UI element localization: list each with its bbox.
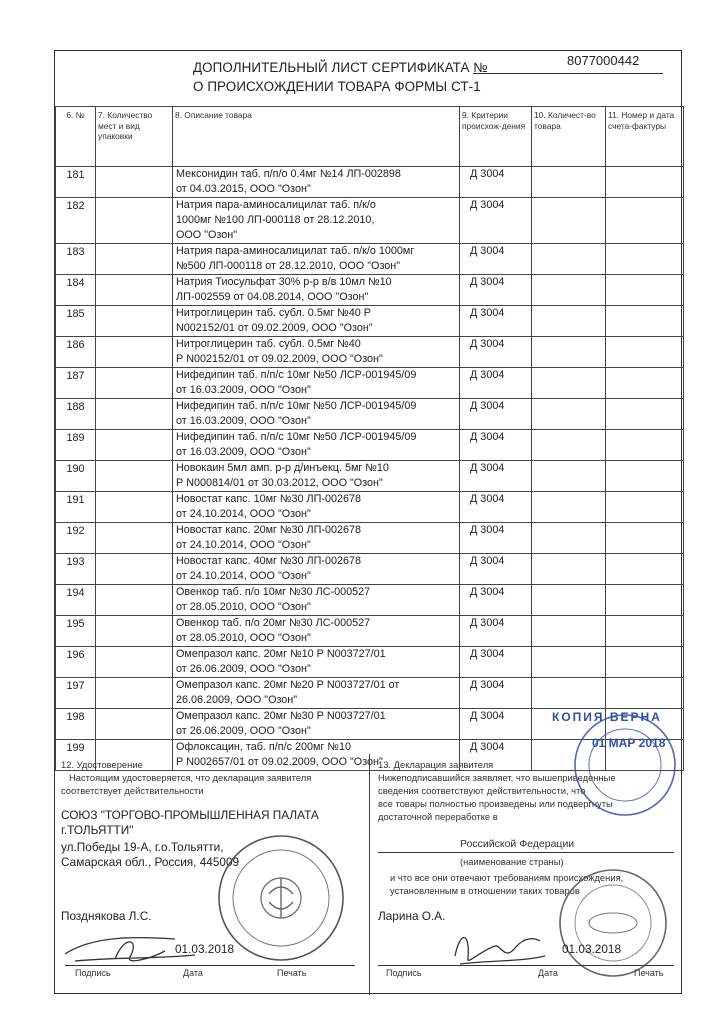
row-criteria-cell: [460, 430, 532, 461]
row-description-cell: [173, 554, 460, 585]
origin-criterion: Д 3004: [470, 586, 505, 598]
description-line-2: от 24.10.2014, ООО "Озон": [176, 570, 311, 582]
description-line-2: от 28.05.2010, ООО "Озон": [176, 601, 311, 613]
chamber-seal-stamp: [215, 832, 347, 964]
declaration-text-3: все товары полностью произведены или подвергнуты: [378, 798, 613, 809]
description-line-2: от 24.10.2014, ООО "Озон": [176, 508, 311, 520]
row-description-cell: [173, 306, 460, 337]
row-packages-cell: [96, 616, 173, 647]
table-row: [56, 523, 684, 554]
row-number-cell: [56, 461, 96, 492]
declaration-text-5: и что все они отвечают требованиям происхождения,: [390, 872, 624, 883]
row-quantity-cell: [532, 198, 606, 244]
row-invoice-cell: [606, 585, 684, 616]
description-line-2: от 16.03.2009, ООО "Озон": [176, 384, 311, 396]
row-invoice-cell: [606, 167, 684, 198]
table-row: [56, 492, 684, 523]
row-criteria-cell: [460, 461, 532, 492]
origin-criterion: Д 3004: [470, 679, 505, 691]
row-number: 184: [66, 277, 85, 289]
row-packages-cell: [96, 198, 173, 244]
row-number-cell: [56, 368, 96, 399]
title-line-1: ДОПОЛНИТЕЛЬНЫЙ ЛИСТ СЕРТИФИКАТА №: [193, 60, 488, 75]
row-criteria-cell: [460, 198, 532, 244]
row-description-cell: [173, 167, 460, 198]
table-row: [56, 198, 684, 244]
row-number-cell: [56, 678, 96, 709]
row-description-cell: [173, 368, 460, 399]
certification-date: 01.03.2018: [175, 942, 235, 956]
row-criteria-cell: [460, 585, 532, 616]
origin-criterion: Д 3004: [470, 199, 505, 211]
row-packages-cell: [96, 554, 173, 585]
origin-criterion: Д 3004: [470, 555, 505, 567]
origin-criterion: Д 3004: [470, 741, 505, 753]
row-number: 196: [66, 649, 85, 661]
row-invoice-cell: [606, 275, 684, 306]
description-line-1: Нитроглицерин таб. субл. 0.5мг №40: [176, 338, 361, 350]
description-line-2: Р N002657/01 от 09.02.2009, ООО "Озон": [176, 756, 383, 768]
row-number: 194: [66, 587, 85, 599]
row-quantity-cell: [532, 430, 606, 461]
row-number: 185: [66, 308, 85, 320]
row-number-cell: [56, 337, 96, 368]
row-packages-cell: [96, 244, 173, 275]
copy-stamp-date: 01 МАР 2018: [592, 736, 666, 750]
row-quantity-cell: [532, 647, 606, 678]
row-quantity-cell: [532, 461, 606, 492]
description-line-2: от 16.03.2009, ООО "Озон": [176, 415, 311, 427]
row-description-cell: [173, 337, 460, 368]
row-number-cell: [56, 167, 96, 198]
row-description-cell: [173, 430, 460, 461]
origin-criterion: Д 3004: [470, 369, 505, 381]
row-number-cell: [56, 616, 96, 647]
description-line-1: Натрия Тиосульфат 30% р-р в/в 10мл №10: [176, 276, 392, 288]
description-line-1: Новокаин 5мл амп. р-р д/инъекц. 5мг №10: [176, 462, 389, 474]
row-quantity-cell: [532, 275, 606, 306]
description-line-2: от 26.06.2009, ООО "Озон": [176, 663, 311, 675]
row-invoice-cell: [606, 492, 684, 523]
row-number-cell: [56, 709, 96, 740]
description-line-2: от 04.03.2015, ООО "Озон": [176, 183, 311, 195]
declaration-date: 01.03.2018: [562, 942, 622, 956]
declaration-text-2: сведения соответствуют действительности, что: [378, 785, 586, 796]
row-number: 198: [66, 711, 85, 723]
description-line-2: Р N000814/01 от 30.03.2012, ООО "Озон": [176, 477, 383, 489]
row-description-cell: [173, 461, 460, 492]
chamber-address-2: Самарская обл., Россия, 445009: [61, 855, 240, 869]
description-line-1: Нифедипин таб. п/п/с 10мг №50 ЛСР-001945/09: [176, 400, 417, 412]
row-quantity-cell: [532, 678, 606, 709]
certification-seal-label: Печать: [277, 968, 307, 978]
row-invoice-cell: [606, 430, 684, 461]
row-number-cell: [56, 306, 96, 337]
row-number: 187: [66, 370, 85, 382]
col-quantity-header: 10. Количест-во товара: [532, 107, 606, 167]
description-line-2: от 16.03.2009, ООО "Озон": [176, 446, 311, 458]
row-packages-cell: [96, 461, 173, 492]
description-line-1: Омепразол капс. 20мг №30 Р N003727/01: [176, 710, 386, 722]
origin-criterion: Д 3004: [470, 462, 505, 474]
table-header-row: [56, 107, 684, 167]
certification-heading: 12. Удостоверение: [61, 759, 143, 770]
declaration-sign-label: Подпись: [386, 968, 422, 978]
row-number: 181: [66, 169, 85, 181]
row-description-cell: [173, 678, 460, 709]
table-row: [56, 337, 684, 368]
declaration-text-1: Нижеподписавшийся заявляет, что вышеприведенные: [378, 772, 616, 783]
origin-criterion: Д 3004: [470, 710, 505, 722]
row-criteria-cell: [460, 275, 532, 306]
row-description-cell: [173, 585, 460, 616]
row-description-cell: [173, 647, 460, 678]
row-number-cell: [56, 647, 96, 678]
row-description-cell: [173, 244, 460, 275]
description-line-1: Нифедипин таб. п/п/с 10мг №50 ЛСР-001945/09: [176, 369, 417, 381]
description-line-1: Новостат капс. 40мг №30 ЛП-002678: [176, 555, 361, 567]
row-invoice-cell: [606, 647, 684, 678]
row-number-cell: [56, 399, 96, 430]
origin-criterion: Д 3004: [470, 338, 505, 350]
table-row: [56, 616, 684, 647]
col-number-header: 6. №: [56, 107, 96, 167]
row-number: 192: [66, 525, 85, 537]
row-quantity-cell: [532, 337, 606, 368]
description-line-1: Нифедипин таб. п/п/с 10мг №50 ЛСР-001945/09: [176, 431, 417, 443]
row-criteria-cell: [460, 647, 532, 678]
description-line-2: от 26.06.2009, ООО "Озон": [176, 725, 311, 737]
row-criteria-cell: [460, 523, 532, 554]
row-invoice-cell: [606, 244, 684, 275]
description-line-2: 1000мг №100 ЛП-000118 от 28.12.2010,: [176, 214, 375, 226]
row-criteria-cell: [460, 337, 532, 368]
row-number-cell: [56, 554, 96, 585]
row-criteria-cell: [460, 399, 532, 430]
row-quantity-cell: [532, 585, 606, 616]
origin-criterion: Д 3004: [470, 648, 505, 660]
description-line-2: №500 ЛП-000118 от 28.12.2010, ООО "Озон": [176, 260, 401, 272]
row-number-cell: [56, 430, 96, 461]
table-row: [56, 167, 684, 198]
row-invoice-cell: [606, 616, 684, 647]
origin-criterion: Д 3004: [470, 431, 505, 443]
row-number-cell: [56, 198, 96, 244]
description-line-3: ООО "Озон": [176, 229, 238, 241]
description-line-1: Омепразол капс. 20мг №20 Р N003727/01 от: [176, 679, 400, 691]
row-criteria-cell: [460, 554, 532, 585]
row-number: 186: [66, 339, 85, 351]
row-description-cell: [173, 198, 460, 244]
declaration-heading: 13. Декларация заявителя: [378, 759, 494, 770]
row-description-cell: [173, 709, 460, 740]
table-row: [56, 306, 684, 337]
description-line-2: ЛП-002559 от 04.08.2014, ООО "Озон": [176, 291, 369, 303]
row-description-cell: [173, 523, 460, 554]
row-packages-cell: [96, 678, 173, 709]
row-criteria-cell: [460, 678, 532, 709]
row-quantity-cell: [532, 167, 606, 198]
origin-criterion: Д 3004: [470, 493, 505, 505]
row-number: 197: [66, 680, 85, 692]
declaration-text-6: установленным в отношении таких товаров: [390, 885, 580, 896]
row-number: 183: [66, 246, 85, 258]
col-description-header: 8. Описание товара: [173, 107, 460, 167]
certificate-number: 8077000442: [567, 53, 640, 68]
row-number-cell: [56, 244, 96, 275]
row-invoice-cell: [606, 368, 684, 399]
origin-criterion: Д 3004: [470, 524, 505, 536]
row-number: 191: [66, 494, 85, 506]
goods-table: [55, 106, 684, 771]
row-number: 189: [66, 432, 85, 444]
sheet-header: [55, 51, 681, 107]
description-line-2: от 28.05.2010, ООО "Озон": [176, 632, 311, 644]
chamber-name-2: г.ТОЛЬЯТТИ": [61, 823, 134, 837]
row-packages-cell: [96, 337, 173, 368]
table-row: [56, 244, 684, 275]
certificate-sheet: [54, 50, 682, 994]
row-packages-cell: [96, 399, 173, 430]
certifier-name: Позднякова Л.С.: [61, 909, 152, 923]
row-criteria-cell: [460, 709, 532, 740]
row-number-cell: [56, 523, 96, 554]
row-invoice-cell: [606, 306, 684, 337]
table-row: [56, 461, 684, 492]
declaration-text-4: достаточной переработке в: [378, 811, 498, 822]
declarant-name: Ларина О.А.: [378, 909, 446, 923]
row-number-cell: [56, 275, 96, 306]
row-description-cell: [173, 492, 460, 523]
row-invoice-cell: [606, 337, 684, 368]
row-criteria-cell: [460, 244, 532, 275]
row-packages-cell: [96, 167, 173, 198]
row-number: 182: [66, 200, 85, 212]
origin-criterion: Д 3004: [470, 400, 505, 412]
description-line-2: Р N002152/01 от 09.02.2009, ООО "Озон": [176, 353, 383, 365]
col-criteria-header: 9. Критерии происхож-дения: [460, 107, 532, 167]
row-quantity-cell: [532, 492, 606, 523]
description-line-1: Натрия пара-аминосалицилат таб. п/к/о 1000мг: [176, 245, 415, 257]
declaration-seal-label: Печать: [634, 968, 664, 978]
country-name: Российской Федерации: [460, 838, 575, 850]
row-description-cell: [173, 399, 460, 430]
row-quantity-cell: [532, 244, 606, 275]
row-quantity-cell: [532, 523, 606, 554]
row-number-cell: [56, 585, 96, 616]
row-quantity-cell: [532, 368, 606, 399]
row-quantity-cell: [532, 616, 606, 647]
table-row: [56, 647, 684, 678]
origin-criterion: Д 3004: [470, 617, 505, 629]
declaration-date-label: Дата: [538, 968, 558, 978]
row-criteria-cell: [460, 167, 532, 198]
table-row: [56, 585, 684, 616]
row-packages-cell: [96, 430, 173, 461]
origin-criterion: Д 3004: [470, 245, 505, 257]
description-line-1: Офлоксацин, таб. п/п/с 200мг №10: [176, 741, 351, 753]
row-packages-cell: [96, 523, 173, 554]
chamber-name-1: СОЮЗ "ТОРГОВО-ПРОМЫШЛЕННАЯ ПАЛАТА: [61, 808, 319, 822]
description-line-1: Новостат капс. 10мг №30 ЛП-002678: [176, 493, 361, 505]
row-packages-cell: [96, 585, 173, 616]
row-packages-cell: [96, 492, 173, 523]
description-line-1: Овенкор таб. п/о 20мг №30 ЛС-000527: [176, 617, 371, 629]
row-criteria-cell: [460, 616, 532, 647]
country-caption: (наименование страны): [460, 856, 564, 867]
certification-block: [55, 754, 369, 995]
origin-criterion: Д 3004: [470, 307, 505, 319]
row-number-cell: [56, 492, 96, 523]
row-packages-cell: [96, 709, 173, 740]
description-line-1: Натрия пара-аминосалицилат таб. п/к/о: [176, 199, 376, 211]
row-criteria-cell: [460, 306, 532, 337]
table-row: [56, 399, 684, 430]
table-row: [56, 368, 684, 399]
row-criteria-cell: [460, 492, 532, 523]
copy-stamp-text: КОПИЯ ВЕРНА: [552, 710, 662, 724]
row-quantity-cell: [532, 554, 606, 585]
table-row: [56, 275, 684, 306]
chamber-address-1: ул.Победы 19-А, г.о.Тольятти,: [61, 840, 224, 854]
row-description-cell: [173, 275, 460, 306]
row-number: 188: [66, 401, 85, 413]
col-packages-header: 7. Количество мест и вид упаковки: [96, 107, 173, 167]
table-row: [56, 430, 684, 461]
row-quantity-cell: [532, 306, 606, 337]
row-number: 190: [66, 463, 85, 475]
row-invoice-cell: [606, 198, 684, 244]
row-packages-cell: [96, 647, 173, 678]
copy-certified-stamp: [570, 710, 680, 820]
row-number: 199: [66, 742, 85, 754]
certification-text-1: Настоящим удостоверяется, что декларация заявителя: [69, 772, 312, 783]
row-invoice-cell: [606, 461, 684, 492]
table-row: [56, 554, 684, 585]
number-underline: [473, 73, 663, 74]
certification-date-label: Дата: [183, 968, 203, 978]
description-line-1: Овенкор таб. п/о 10мг №30 ЛС-000527: [176, 586, 371, 598]
description-line-1: Омепразол капс. 20мг №10 Р N003727/01: [176, 648, 386, 660]
description-line-2: от 24.10.2014, ООО "Озон": [176, 539, 311, 551]
row-number: 193: [66, 556, 85, 568]
row-invoice-cell: [606, 399, 684, 430]
title-line-2: О ПРОИСХОЖДЕНИИ ТОВАРА ФОРМЫ СТ-1: [193, 79, 481, 94]
description-line-2: N002152/01 от 09.02.2009, ООО "Озон": [176, 322, 373, 334]
origin-criterion: Д 3004: [470, 276, 505, 288]
row-invoice-cell: [606, 678, 684, 709]
row-packages-cell: [96, 368, 173, 399]
row-description-cell: [173, 616, 460, 647]
row-packages-cell: [96, 275, 173, 306]
col-invoice-header: 11. Номер и дата счета-фактуры: [606, 107, 684, 167]
description-line-2: 26.06.2009, ООО "Озон": [176, 694, 298, 706]
description-line-1: Нитроглицерин таб. субл. 0.5мг №40 Р: [176, 307, 371, 319]
row-invoice-cell: [606, 554, 684, 585]
row-quantity-cell: [532, 399, 606, 430]
certification-sign-label: Подпись: [75, 968, 111, 978]
ozon-seal-stamp: [556, 866, 670, 980]
declaration-signature-line: [378, 965, 674, 966]
table-row: [56, 678, 684, 709]
description-line-1: Мексонидин таб. п/п/о 0.4мг №14 ЛП-002898: [176, 168, 401, 180]
certification-signature-line: [65, 965, 355, 966]
certification-text-2: соответствует действительности: [61, 785, 204, 796]
row-number: 195: [66, 618, 85, 630]
origin-criterion: Д 3004: [470, 168, 505, 180]
country-line: [378, 852, 674, 853]
row-criteria-cell: [460, 368, 532, 399]
row-invoice-cell: [606, 523, 684, 554]
description-line-1: Новостат капс. 20мг №30 ЛП-002678: [176, 524, 361, 536]
row-packages-cell: [96, 306, 173, 337]
